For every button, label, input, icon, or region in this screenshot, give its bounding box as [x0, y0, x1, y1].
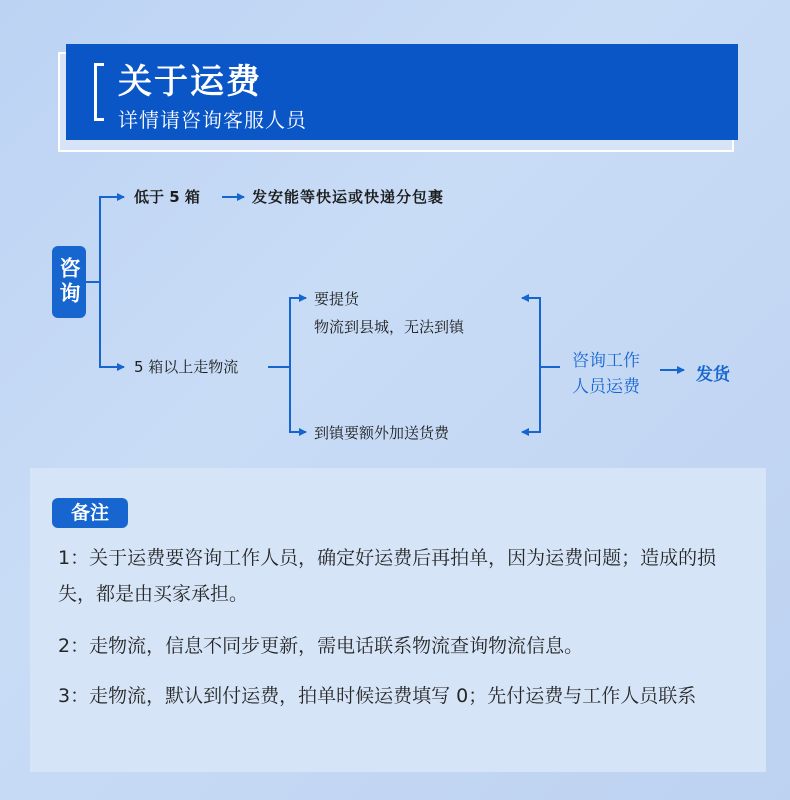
- node-pickup-detail: 物流到县城，无法到镇: [314, 318, 465, 336]
- note-item-2: 2：走物流，信息不同步更新，需电话联系物流查询物流信息。: [58, 635, 584, 657]
- node-root: 咨询: [52, 246, 86, 318]
- page-subtitle: 详情请咨询客服人员: [118, 108, 307, 132]
- note-item-3: 3：走物流，默认到付运费，拍单时候运费填写 0；先付运费与工作人员联系: [58, 685, 697, 707]
- node-low-result: 发安能等快运或快递分包裹: [252, 188, 445, 206]
- note-item-1: 1：关于运费要咨询工作人员，确定好运费后再拍单，因为运费问题；造成的损失，都是由买家承担。: [58, 547, 717, 605]
- node-town-fee: 到镇要额外加送货费: [314, 424, 450, 442]
- node-ship: 发货: [696, 365, 730, 385]
- notes-panel: [30, 468, 766, 772]
- connector-high-down: [290, 367, 306, 432]
- node-low: 低于 5 箱: [134, 188, 200, 206]
- connector-root-up: [86, 197, 124, 282]
- connector-high-up: [290, 298, 306, 367]
- connector-consult-down: [522, 367, 540, 432]
- notes-badge: 备注: [52, 498, 128, 528]
- node-pickup-title: 要提货: [314, 290, 360, 308]
- page-title: 关于运费: [118, 62, 262, 102]
- node-high: 5 箱以上走物流: [134, 358, 239, 376]
- node-consult-line1: 咨询工作: [572, 351, 640, 371]
- connector-consult-up: [522, 298, 560, 367]
- connector-root-down: [100, 282, 124, 367]
- node-consult-line2: 人员运费: [572, 377, 640, 397]
